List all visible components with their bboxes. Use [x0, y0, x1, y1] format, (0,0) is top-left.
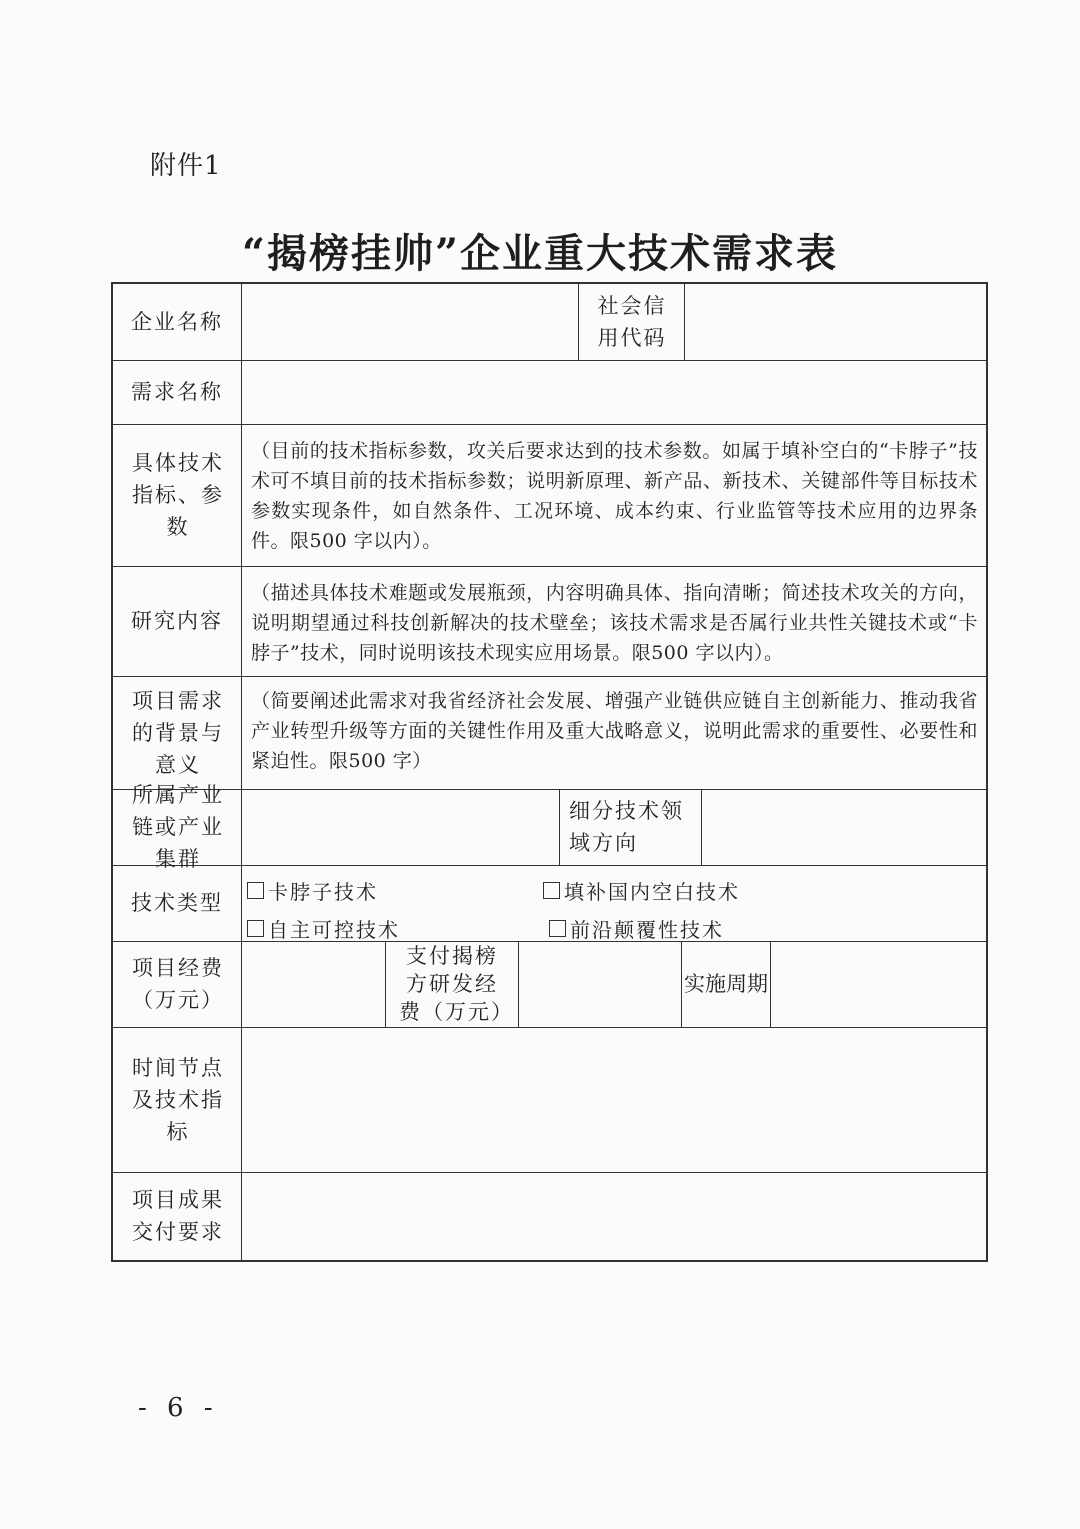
tech-field-label: 细分技术领域方向: [569, 799, 684, 855]
form-title: “揭榜挂帅”企业重大技术需求表: [241, 230, 838, 277]
tech-field-field[interactable]: [703, 789, 986, 865]
row-divider: [113, 566, 986, 567]
credit-code-field[interactable]: [686, 284, 986, 360]
paid-funding-label: 支付揭榜方研发经费（万元）: [399, 944, 514, 1024]
checkbox-icon[interactable]: [247, 920, 264, 937]
row-divider: [113, 424, 986, 425]
research-label: 研究内容: [131, 609, 223, 633]
tech-index-field[interactable]: （目前的技术指标参数，攻关后要求达到的技术参数。如属于填补空白的“卡脖子”技术可不填目前的技术指标参数；说明新原理、新产品、新技术、关键部件等目标技术参数实现条件，如自然条件、工况环境、成本约束、行业监管等技术应用的边界条件。限500 字以内）。: [251, 440, 978, 552]
tech-type-option-label: 自主可控技术: [268, 918, 400, 942]
label-column-divider: [241, 284, 242, 1260]
col-divider: [770, 941, 771, 1027]
requirement-table: [111, 282, 988, 1262]
tech-type-option-label: 前沿颠覆性技术: [570, 918, 724, 942]
tech-index-label: 具体技术指标、参数: [132, 451, 224, 539]
demand-name-field[interactable]: [243, 360, 986, 424]
col-divider: [385, 941, 386, 1027]
period-field[interactable]: [772, 941, 986, 1027]
background-field[interactable]: （简要阐述此需求对我省经济社会发展、增强产业链供应链自主创新能力、推动我省产业转型升级等方面的关键性作用及重大战略意义，说明此需求的重要性、必要性和紧迫性。限500 字）: [251, 690, 978, 772]
col-divider: [684, 284, 685, 360]
col-divider: [701, 789, 702, 865]
funding-field[interactable]: [243, 941, 384, 1027]
attachment-label: 附件1: [150, 151, 222, 181]
tech-type-label: 技术类型: [131, 891, 223, 915]
deliverables-field[interactable]: [243, 1172, 986, 1260]
milestones-field[interactable]: [243, 1027, 986, 1172]
funding-label: 项目经费（万元）: [132, 956, 224, 1012]
deliverables-label: 项目成果交付要求: [132, 1188, 224, 1244]
tech-type-option-label: 填补国内空白技术: [564, 880, 740, 904]
tech-type-option-chokepoint[interactable]: [247, 876, 378, 905]
paid-funding-field[interactable]: [520, 941, 680, 1027]
row-divider: [113, 865, 986, 866]
industry-chain-field[interactable]: [243, 789, 558, 865]
research-field[interactable]: （描述具体技术难题或发展瓶颈，内容明确具体、指向清晰；简述技术攻关的方向，说明期望通过科技创新解决的技术壁垒；该技术需求是否属行业共性关键技术或“卡脖子”技术，同时说明该技术现实应用场景。限500 字以内）。: [251, 582, 978, 664]
checkbox-icon[interactable]: [549, 920, 566, 937]
milestones-label: 时间节点及技术指标: [132, 1055, 224, 1144]
checkbox-icon[interactable]: [543, 882, 560, 899]
col-divider: [578, 284, 579, 360]
period-label: 实施周期: [684, 972, 768, 996]
col-divider: [559, 789, 560, 865]
company-name-field[interactable]: [243, 284, 577, 360]
tech-type-option-gap-filling[interactable]: [543, 876, 740, 905]
industry-chain-label: 所属产业链或产业集群: [132, 783, 224, 871]
page-number: - 6 -: [138, 1393, 219, 1423]
credit-code-label: 社会信用代码: [597, 294, 667, 350]
tech-type-option-frontier[interactable]: [549, 914, 724, 943]
tech-type-option-self-controllable[interactable]: [247, 914, 400, 943]
demand-name-label: 需求名称: [131, 380, 223, 404]
checkbox-icon[interactable]: [247, 882, 264, 899]
company-name-label: 企业名称: [131, 310, 223, 334]
col-divider: [518, 941, 519, 1027]
tech-type-option-label: 卡脖子技术: [268, 880, 378, 904]
row-divider: [113, 676, 986, 677]
background-label: 项目需求的背景与意义: [132, 688, 224, 777]
